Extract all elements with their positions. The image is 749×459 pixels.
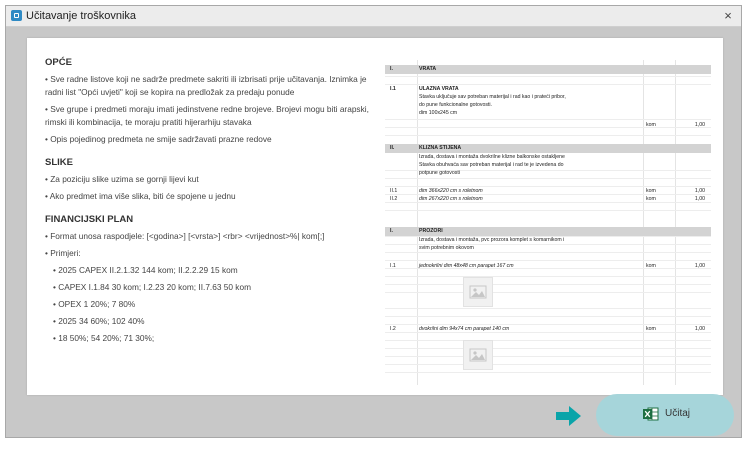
excel-icon [643, 407, 659, 421]
grid-line [385, 252, 711, 253]
grid-line [385, 178, 711, 179]
title-bar[interactable] [6, 6, 741, 27]
sheet-cell: II.2 [390, 196, 398, 202]
grid-line [385, 292, 711, 293]
sheet-cell: I.1 [390, 86, 396, 92]
image-placeholder-icon [463, 277, 493, 307]
instruction-text: • Opis pojedinog predmeta ne smije sadržavati prazne redove [45, 134, 272, 144]
sheet-cell: 1,00 [694, 326, 705, 332]
sheet-cell: dim 267x220 cm s roletnom [419, 196, 483, 202]
example-text: • OPEX 1 20%; 7 80% [53, 299, 136, 309]
grid-line [385, 348, 711, 349]
image-placeholder-icon [463, 340, 493, 370]
grid-line [385, 364, 711, 365]
sheet-cell: 1,00 [694, 263, 705, 269]
sheet-cell: kom [646, 263, 656, 269]
sheet-cell: I.2 [390, 326, 396, 332]
grid-line [385, 276, 711, 277]
example-text: • 2025 CAPEX II.2.1.32 144 kom; II.2.2.29 15 kom [53, 265, 238, 275]
instruction-text: • Za poziciju slike uzima se gornji lijevi kut [45, 174, 199, 184]
instruction-text: • Primjeri: [45, 248, 81, 258]
sheet-cell: potpune gotovosti [419, 170, 460, 176]
sheet-cell: kom [646, 188, 656, 194]
sheet-cell: I.1 [390, 263, 396, 269]
grid-line [385, 316, 711, 317]
content-panel [27, 38, 723, 395]
grid-line [417, 60, 418, 385]
sheet-cell: II.1 [390, 188, 398, 194]
sheet-cell: I. [390, 66, 393, 72]
sheet-cell: II. [390, 145, 395, 151]
grid-line [385, 127, 711, 128]
instruction-text: • Ako predmet ima više slika, biti će spojene u jednu [45, 191, 236, 201]
example-text: • 18 50%; 54 20%; 71 30%; [53, 333, 155, 343]
spreadsheet-preview [385, 60, 711, 385]
sheet-cell: kom [646, 326, 656, 332]
close-icon[interactable]: × [724, 8, 732, 23]
instruction-text: • Sve grupe i predmeti moraju imati jedinstvene redne brojeve. Brojevi mogu biti arapski, rimski ili kombinacija, te moraju pratiti hijerarhiju stavaka [45, 104, 369, 127]
instruction-text: • Format unosa raspodjele: [<godina>] [<vrsta>] <rbr> <vrijednost>%| kom[;] [45, 231, 325, 241]
grid-line [385, 340, 711, 341]
sheet-cell: jednokrilni dim 48x48 cm parapet 167 cm [419, 263, 514, 269]
grid-line [385, 324, 711, 325]
dialog-title: Učitavanje troškovnika [26, 10, 137, 22]
sheet-cell: ULAZNA VRATA [419, 86, 459, 92]
sheet-cell: Izrada, dostava i montaža, pvc prozora komplet s komarnikom i [419, 237, 565, 243]
instructions [45, 52, 375, 349]
grid-line [385, 284, 711, 285]
sheet-cell: PROZORI [419, 228, 443, 234]
instruction-text: • Sve radne listove koji ne sadrže predmete sakriti ili izbrisati prije učitavanja. Iznimka je radni list "Opći uvjeti" koji se kopira na predložak za predaju ponude [45, 74, 367, 97]
import-button-label: Učitaj [665, 408, 691, 419]
grid-line [385, 372, 711, 373]
grid-line [385, 202, 711, 203]
grid-line [675, 60, 676, 385]
sheet-cell: dim 100x245 cm [419, 110, 458, 116]
grid-line [385, 186, 711, 187]
example-text: • CAPEX I.1.84 30 kom; I.2.23 20 kom; II.7.63 50 kom [53, 282, 251, 292]
section-title-slike: SLIKE [45, 157, 73, 168]
arrow-right-icon [556, 405, 582, 427]
sheet-cell: 1,00 [694, 122, 705, 128]
grid-line [385, 308, 711, 309]
section-title-financijski-plan: FINANCIJSKI PLAN [45, 214, 134, 225]
sheet-cell: Izrada, dostava i montaža dvokrilne klizne balkonske ostakljene [419, 154, 565, 160]
section-title-opce: OPĆE [45, 57, 72, 68]
sheet-cell: svim potrebnim okovom [419, 245, 474, 251]
grid-line [643, 60, 644, 385]
grid-line [385, 119, 711, 120]
grid-line [385, 135, 711, 136]
sheet-cell: dvokrilni dim 94x74 cm parapet 140 cm [419, 326, 510, 332]
import-button[interactable] [596, 394, 734, 436]
grid-line [385, 260, 711, 261]
grid-line [385, 332, 711, 333]
grid-line [385, 76, 711, 77]
sheet-cell: I. [390, 228, 393, 234]
app-icon [11, 10, 22, 21]
grid-line [385, 210, 711, 211]
sheet-cell: KLIZNA STIJENA [419, 145, 462, 151]
sheet-cell: do pune funkcionalne gotovosti. [419, 102, 492, 108]
sheet-cell: kom [646, 122, 656, 128]
sheet-cell: kom [646, 196, 656, 202]
sheet-cell: 1,00 [694, 196, 705, 202]
example-text: • 2025 34 60%; 102 40% [53, 316, 145, 326]
grid-line [385, 194, 711, 195]
sheet-cell: 1,00 [694, 188, 705, 194]
sheet-cell: VRATA [419, 66, 437, 72]
sheet-cell: Stavka obuhvaća sav potreban materijal i rad te je izvedena do [419, 162, 564, 168]
sheet-cell: dim 366x220 cm s roletnom [419, 188, 483, 194]
grid-line [385, 356, 711, 357]
grid-line [385, 84, 711, 85]
sheet-cell: Stavka uključuje sav potreban materijal i rad kao i prateći pribor, [419, 94, 566, 100]
